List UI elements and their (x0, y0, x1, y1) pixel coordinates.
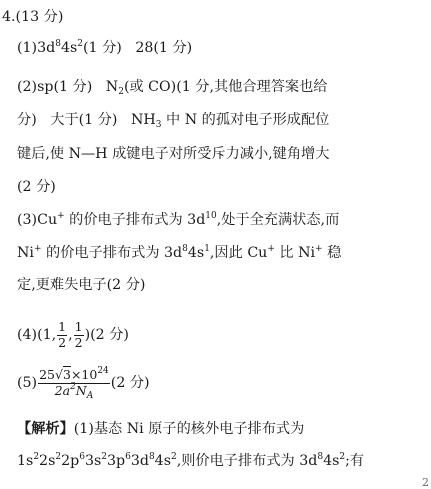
subscript: 3 (155, 120, 162, 130)
fraction-half (74, 321, 84, 349)
text-segment: ,则价电子排布式为 3d (176, 453, 318, 469)
subscript: A (86, 390, 94, 401)
part5-answer (17, 365, 150, 401)
text-segment: ,处于全充满状态,而 (216, 212, 340, 228)
part3-line2 (17, 244, 341, 262)
text-segment: (3)Cu (17, 212, 58, 228)
orbital: 3p (106, 453, 126, 469)
text-segment: ;有 (345, 453, 365, 469)
orbital-occupancy: 8 (148, 452, 155, 462)
subscript: 2 (118, 87, 124, 97)
superscript: 2 (77, 39, 83, 49)
fraction-denominator: 2 (58, 334, 67, 350)
text-segment: (4)(1, (17, 327, 57, 343)
text-segment: (2)sp(1 分) (17, 79, 93, 95)
text-segment: 4s (187, 245, 205, 261)
part3-line1 (17, 211, 339, 229)
part2-line1 (17, 78, 427, 96)
superscript: 1 (204, 244, 210, 254)
orbital-occupancy: 2 (33, 452, 40, 462)
part2-line2 (17, 111, 427, 129)
config-text: 4s (60, 40, 78, 56)
superscript: 24 (97, 366, 109, 376)
answer-value: 28 (135, 40, 154, 56)
superscript: + (33, 244, 42, 254)
orbital-occupancy: 6 (79, 452, 85, 462)
part2-line4: (2 分) (17, 179, 56, 195)
orbital-occupancy: 2 (170, 452, 177, 462)
superscript: 8 (182, 244, 188, 254)
superscript: + (267, 244, 275, 254)
fraction-denominator (38, 381, 110, 401)
part1-label: (1) (17, 40, 38, 56)
orbital-occupancy: 2 (101, 452, 107, 462)
score: (1 分) (83, 40, 122, 56)
fraction-denominator: 2 (74, 334, 83, 350)
text-segment: 大于(1 分) (50, 112, 118, 128)
superscript: 2 (339, 452, 346, 462)
analysis-line1 (17, 420, 304, 438)
text-segment: 的价电子排布式为 3d (69, 212, 206, 228)
radicand: 3 (62, 367, 71, 382)
superscript: 10 (205, 211, 217, 221)
text-segment: 比 Ni (279, 245, 316, 261)
orbital: 3d (130, 453, 149, 469)
superscript: 2 (70, 381, 76, 392)
config-text: 3d (37, 40, 56, 56)
analysis-tag: 【解析】 (17, 421, 74, 437)
superscript: + (315, 244, 323, 254)
text-segment: NH (130, 112, 156, 128)
part4-answer (17, 319, 129, 351)
text-segment: ,因此 Cu (209, 245, 268, 261)
text-segment: 2a (54, 382, 71, 398)
fraction-half (57, 321, 67, 349)
text-segment: 4s (323, 453, 340, 469)
score: (1 分) (153, 40, 193, 56)
density-fraction (38, 366, 110, 401)
text-segment: N (75, 382, 87, 398)
part1-answer (17, 39, 192, 57)
fraction-numerator: 1 (74, 319, 83, 334)
part2-line3: 键后,使 N—H 成键电子对所受斥力减小,键角增大 (17, 146, 330, 162)
orbital: 2p (61, 453, 80, 469)
score: (2 分) (110, 375, 150, 391)
orbital: 1s (17, 453, 34, 469)
text-segment: ×10 (70, 367, 98, 382)
superscript: 8 (317, 452, 324, 462)
text-segment: 稳 (327, 245, 342, 261)
part3-line3: 定,更难失电子(2 分) (17, 277, 146, 293)
question-header: 4.(13 分) (2, 9, 64, 25)
analysis-line2 (17, 452, 364, 470)
text-segment: 25 (39, 367, 56, 382)
orbital-occupancy: 2 (55, 452, 62, 462)
text-segment: 分) (17, 112, 37, 128)
superscript: + (57, 211, 65, 221)
superscript: 8 (55, 39, 61, 49)
text-segment: Ni (17, 245, 34, 261)
text-segment: (1)基态 Ni 原子的核外电子排布式为 (73, 421, 305, 437)
page-number: 2 (422, 476, 429, 489)
text-segment: (或 CO)(1 分,其他合理答案也给 (123, 79, 328, 95)
electron-configuration (17, 453, 177, 469)
orbital: 3s (84, 453, 102, 469)
fraction-numerator: 1 (58, 319, 67, 334)
orbital-occupancy: 6 (125, 452, 131, 462)
text-segment: 的价电子排布式为 3d (46, 245, 183, 261)
fraction-numerator: $25√3\times 10^{24}$ (39, 366, 109, 382)
text-segment: N (105, 79, 119, 95)
text-segment: , (68, 327, 73, 343)
text-segment: )(2 分) (84, 327, 129, 343)
text-segment: 中 N 的孤对电子形成配位 (166, 112, 330, 128)
orbital: 4s (154, 453, 171, 469)
orbital: 2s (39, 453, 56, 469)
text-segment: (5) (17, 375, 38, 391)
